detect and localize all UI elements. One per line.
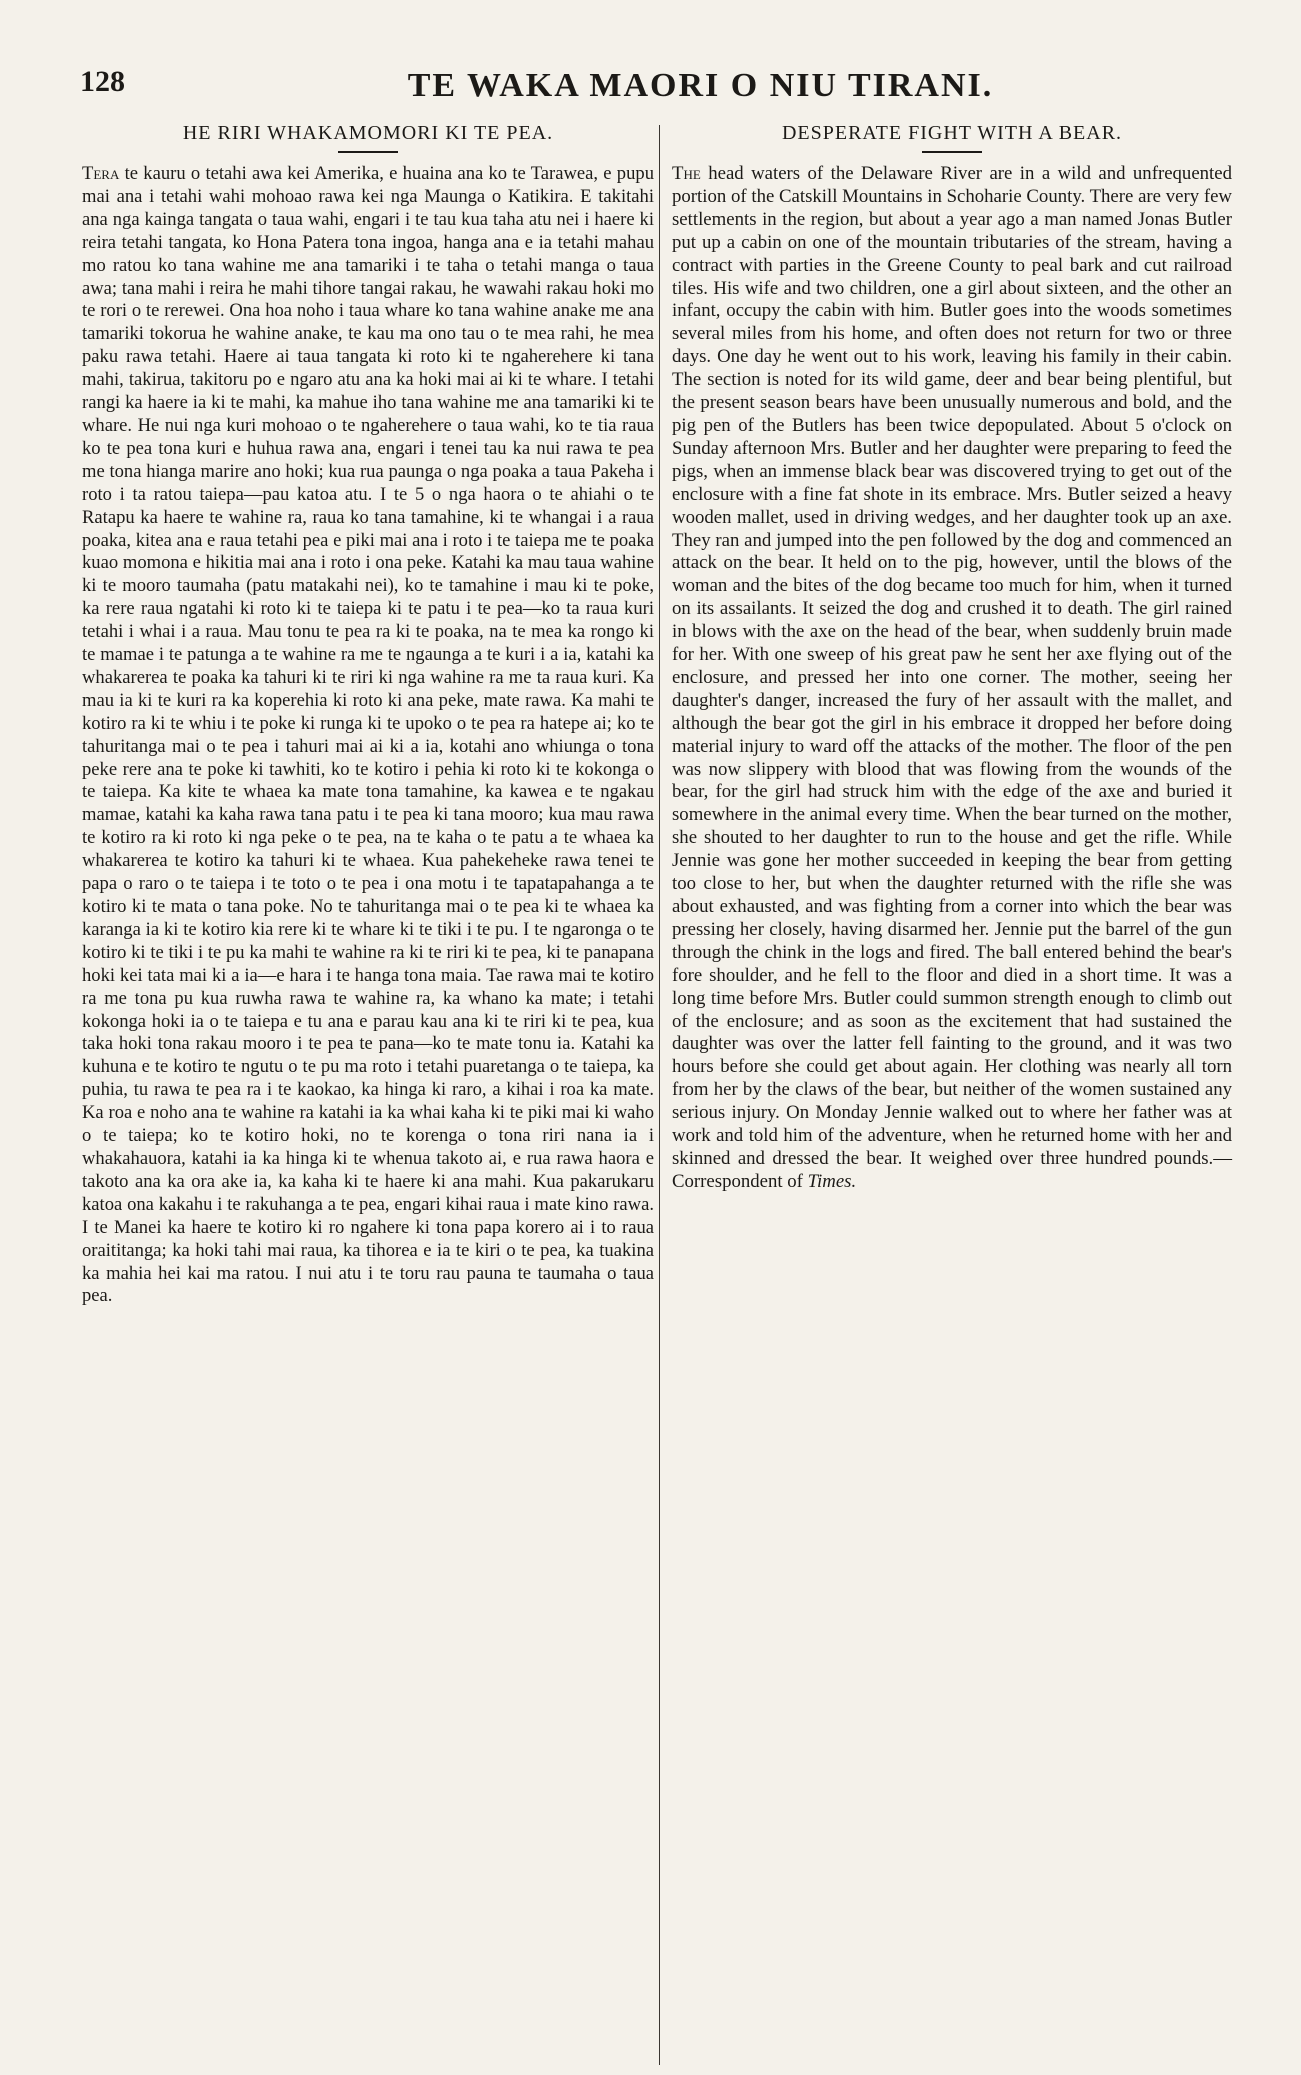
page-header — [80, 55, 1241, 115]
newspaper-title: TE WAKA MAORI O NIU TIRANI. — [407, 67, 994, 104]
article-body-maori — [82, 163, 654, 1308]
title-rule — [338, 151, 398, 153]
first-word: The — [672, 163, 701, 184]
attribution: Correspondent of — [672, 1170, 803, 1192]
left-column — [82, 118, 654, 1308]
source-name: Times. — [807, 1170, 857, 1192]
right-column — [672, 118, 1232, 1194]
first-word: Tera — [82, 163, 120, 184]
page-number: 128 — [80, 65, 125, 98]
article-title-english: DESPERATE FIGHT WITH A BEAR. — [781, 122, 1123, 144]
article-text: te kauru o tetahi awa kei Amerika, e huaina ana ko te Tarawea, e pupu mai ana i tetahi wahi mohoao rawa kei nga Maunga o Katikira. E takitahi ana nga kainga tangata o taua wahi, engari i te tau kua taha atu nei i haere ki reira tetahi tangata, ko Hona Patera tona ingoa, hanga ana e ia tetahi mahau mo ratou ko tana wahine me ana tamariki i te taha o tetahi manga o taua awa; tana mahi i reira he mahi tihore tangai rakau, he wawahi rakau hoki mo te rori o te rerewei. Ona hoa noho i taua whare ko tana wahine anake me ana tamariki tokorua he wahine anake, te kau ma ono tau o te mea rahi, he mea paku rawa tetahi. Haere ai taua tangata ki roto ki te ngaherehere ki tana mahi, takirua, takitoru po e ngaro atu ana ka hoki mai ai ki te whare. I tetahi rangi ka haere ia ki te mahi, ka mahue iho tana wahine me ana tamariki ki te whare. He nui nga kuri mohoao o te ngaherehere o taua wahi, ko te tia raua ko te pea tona kuri e huhua rawa ana, engari i tenei tau ka nui rawa te pea me tona hianga marire ano hoki; kua rua paunga o nga poaka a taua Pakeha i roto i ta ratou taiepa—pau katoa atu. I te 5 o nga haora o te ahiahi o te Ratapu ka haere te wahine ra, raua ko tana tamahine, ki te whangai i a raua poaka, kitea ana e raua tetahi pea e piki mai ana i roto i te taiepa me te poaka kuao momona e hikitia mai ana i roto i ona peke. Katahi ka mau taua wahine ki te mooro taumaha (patu matakahi nei), ko te tamahine i mau ki te poke, ka rere raua ngatahi ki roto ki te taiepa ki te patu i te pea—ko ta raua kuri tetahi i whai i a raua. Mau tonu te pea ra ki te poaka, na te mea ka rongo ki te mamae i te patunga a te wahine ra me te ngaunga a te kuri i a ia, katahi ka whakarerea te poaka ka tahuri ki te riri ki nga wahine ra me ta raua kuri. Ka mau ia ki te kuri ra ka koperehia ki roto ki ana peke, mate rawa. Ka mahi te kotiro ra ki te whiu i te poke ki runga ki te upoko o te pea ra hatepe ai; ko te tahuritanga mai o te pea i tahuri mai ai ki a ia, kotahi ano whiunga o tona peke rere ana te poke ki tawhiti, ko te kotiro i pehia ki roto ki te kokonga o te taiepa. Ka kite te whaea ka mate tona tamahine, ka kawea e te ngakau mamae, katahi ka kaha rawa tana patu i te pea ki tana mooro; kua mau rawa te kotiro ra ki roto ki nga peke o te pea, na te kaha o te patu a te whaea ka whakarerea te kotiro ka tahuri ki te whaea. Kua pahekeheke rawa tenei te papa o raro o te taiepa i te toto o te pea i ona motu i te tapatapahanga a te kotiro ki te mata o tana poke. No te tahuritanga mai o te pea ki te whaea ka karanga ia ki te kotiro kia rere ki te whare ki te tiki i te pu. I te ngaronga o te kotiro ki te tiki i te pu ka mahi te wahine ra ki te riri ki te pea, ki te panapana hoki kei tata mai ki a ia—e hara i te hanga tona maia. Tae rawa mai te kotiro ra me tona pu kua ruwha rawa te wahine ra, ka whano ka mate; i tetahi kokonga hoki ia o te taiepa e tu ana e parau kau ana ki te riri ki te pea, kua taka hoki tona rakau mooro i te pea te pana—ko te mate tonu ia. Katahi ka kuhuna e te kotiro te ngutu o te pu ma roto i tetahi puaretanga o te taiepa, ka puhia, tu rawa te pea ra i te kaokao, ka hinga ki raro, a kihai i roa ka mate. Ka roa e noho ana te wahine ra katahi ia ka whai kaha ki te piki mai ki waho o te taiepa; ko te kotiro hoki, no te korenga o tona riri nana ia i whakahauora, katahi ia ka hinga ki te whenua takoto ai, e rua rawa haora e takoto ana ka ora ake ia, ka kaha ki te haere ki ana mahi. Kua pakarukaru katoa ona kakahu i te rakuhanga a te pea, engari kihai raua i mate kino rawa. I te Manei ka haere te kotiro ki ro ngahere ki tona papa korero ai i to raua oraititanga; ka hoki tahi mai raua, ka tihorea e ia te kiri o te pea, ka tuakina ka mahia hei kai ma ratou. I nui atu i te toru rau pauna te taumaha o taua pea. — [82, 163, 654, 1307]
article-title-maori: HE RIRI WHAKAMOMORI KI TE PEA. — [182, 122, 554, 144]
article-body-english — [672, 163, 1232, 1194]
article-text: head waters of the Delaware River are in a wild and unfrequented portion of the Catskill Mountains in Schoharie County. There are very few settlements in the region, but about a year ago a man named Jonas Butler put up a cabin on one of the mountain tributaries of the stream, having a contract with parties in the Greene County to peal bark and cut railroad tiles. His wife and two children, one a girl about sixteen, and the other an infant, occupy the cabin with him. Butler goes into the woods sometimes several miles from his home, and often does not return for two or three days. One day he went out to his work, leaving his family in their cabin. The section is noted for its wild game, deer and bear being plentiful, but the present season bears have been unusually numerous and bold, and the pig pen of the Butlers has been twice depopulated. About 5 o'clock on Sunday afternoon Mrs. Butler and her daughter were preparing to feed the pigs, when an immense black bear was discovered trying to get out of the enclosure with a fine fat shote in its embrace. Mrs. Butler seized a heavy wooden mallet, used in driving wedges, and her daughter took up an axe. They ran and jumped into the pen followed by the dog and commenced an attack on the bear. It held on to the pig, however, until the blows of the woman and the bites of the dog became too much for him, when it turned on its assailants. It seized the dog and crushed it to death. The girl rained in blows with the axe on the head of the bear, when suddenly bruin made for her. With one sweep of his great paw he sent her axe flying out of the enclosure, and pressed her into one corner. The mother, seeing her daughter's danger, increased the fury of her assault with the mallet, and although the bear got the girl in his embrace it dropped her before doing material injury to ward off the attacks of the mother. The floor of the pen was now slippery with blood that was flowing from the wounds of the bear, for the girl had struck him with the edge of the axe and buried it somewhere in the animal every time. When the bear turned on the mother, she shouted to her daughter to run to the house and get the rifle. While Jennie was gone her mother succeeded in keeping the bear from getting too close to her, but when the daughter returned with the rifle she was about exhausted, and was fighting from a corner into which the bear was pressing her closely, having disarmed her. Jennie put the barrel of the gun through the chink in the logs and fired. The ball entered behind the bear's fore shoulder, and he fell to the floor and died in a short time. It was a long time before Mrs. Butler could summon strength enough to climb out of the enclosure; and as soon as the excitement that had sustained the daughter was over the latter fell fainting to the ground, and it was two hours before she could get about again. Her clothing was nearly all torn from her by the claws of the bear, but neither of the women sustained any serious injury. On Monday Jennie walked out to where her father was at work and told him of the adventure, when he returned home with her and skinned and dressed the bear. It weighed over three hundred pounds.— — [672, 163, 1232, 1169]
title-rule — [922, 151, 982, 153]
column-divider — [659, 125, 660, 2065]
